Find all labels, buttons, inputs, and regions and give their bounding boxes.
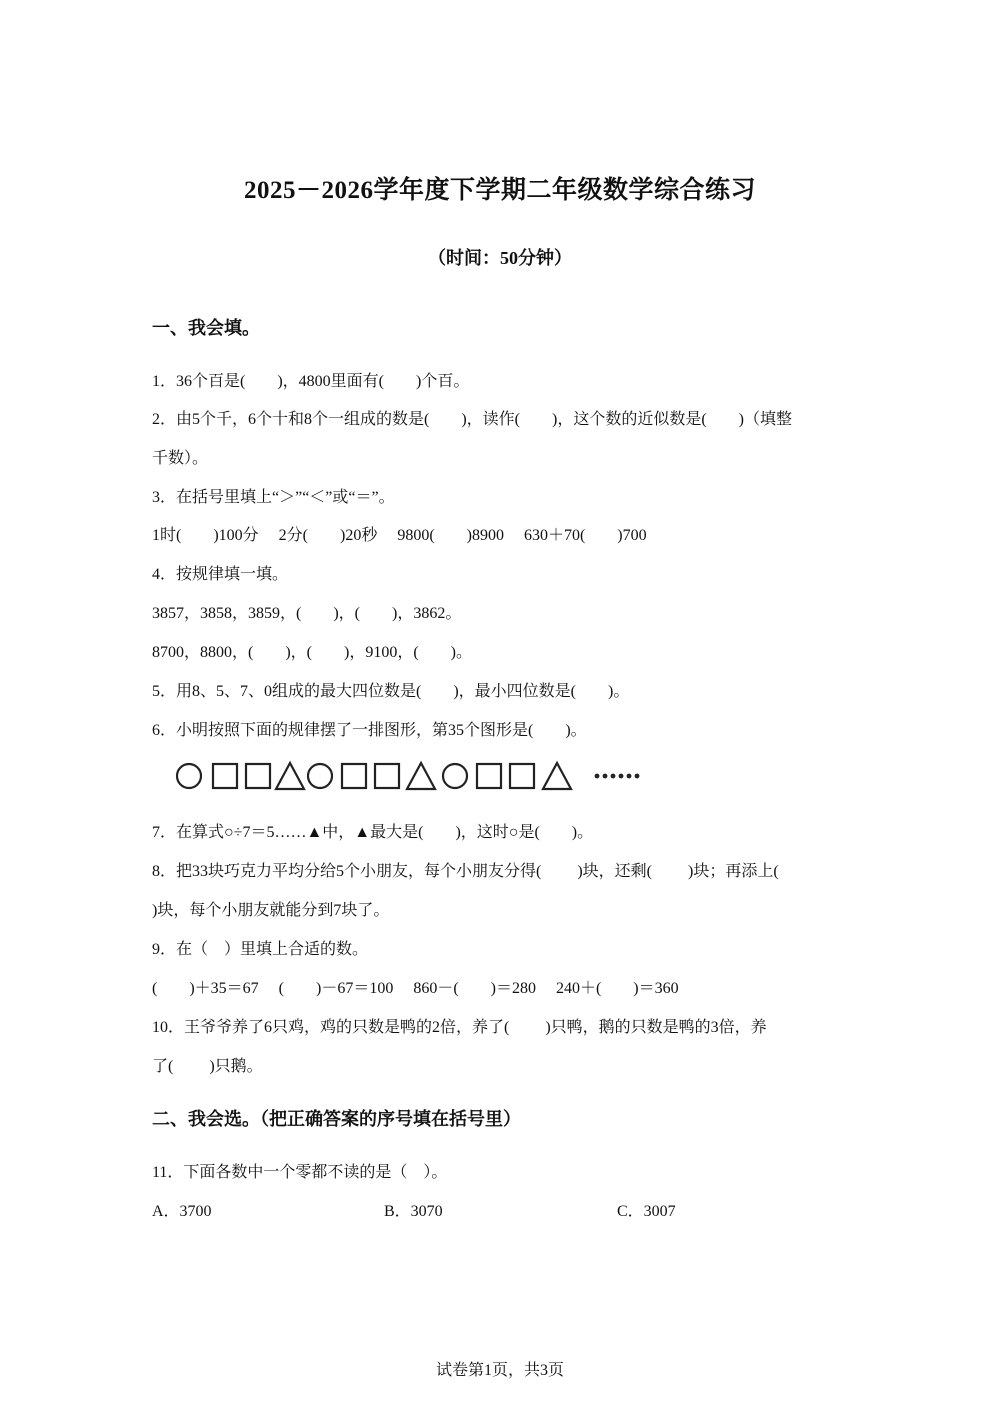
ellipsis-dots bbox=[595, 774, 640, 779]
question-line: 4．按规律填一填。 bbox=[152, 566, 289, 583]
square-shape bbox=[477, 764, 501, 788]
circle-shape bbox=[308, 764, 332, 788]
square-shape bbox=[246, 764, 270, 788]
question-line: 了( )只鹅。 bbox=[152, 1058, 263, 1075]
triangle-shape bbox=[543, 763, 571, 789]
question-line: 9．在（ ）里填上合适的数。 bbox=[152, 941, 369, 958]
page-title: 2025－2026学年度下学期二年级数学综合练习 bbox=[243, 177, 756, 204]
circle-shape bbox=[177, 764, 201, 788]
question-line: ( )＋35＝67 ( )－67＝100 860－( )＝280 240＋( )＝360 bbox=[152, 980, 679, 997]
circle-shape bbox=[443, 764, 467, 788]
question-line: 8．把33块巧克力平均分给5个小朋友，每个小朋友分得( )块，还剩( )块；再添上( bbox=[152, 863, 779, 880]
square-shape bbox=[213, 764, 237, 788]
square-shape bbox=[375, 764, 399, 788]
time-limit: （时间：50分钟） bbox=[428, 248, 572, 268]
triangle-shape bbox=[276, 763, 304, 789]
square-shape bbox=[342, 764, 366, 788]
option-b: B．3070 bbox=[384, 1203, 443, 1220]
question-line: 8700，8800，( )，( )，9100，( )。 bbox=[152, 644, 472, 661]
square-shape bbox=[510, 764, 534, 788]
triangle-shape bbox=[407, 763, 435, 789]
question-line: 10．王爷爷养了6只鸡，鸡的只数是鸭的2倍，养了( )只鸭，鹅的只数是鸭的3倍，养 bbox=[152, 1019, 767, 1036]
question-line: 5．用8、5、7、0组成的最大四位数是( )，最小四位数是( )。 bbox=[152, 683, 630, 700]
question-line: )块，每个小朋友就能分到7块了。 bbox=[152, 902, 390, 919]
option-c: C．3007 bbox=[617, 1203, 676, 1220]
question-line: 6．小明按照下面的规律摆了一排图形，第35个图形是( )。 bbox=[152, 722, 587, 739]
page-footer: 试卷第1页，共3页 bbox=[435, 1362, 564, 1379]
question-line: 1时( )100分 2分( )20秒 9800( )8900 630＋70( )700 bbox=[152, 527, 647, 544]
shape-pattern bbox=[170, 756, 660, 796]
question-line: 2．由5个千，6个十和8个一组成的数是( )，读作( )，这个数的近似数是( )（填整 bbox=[152, 411, 792, 428]
question-line: 3．在括号里填上“＞”“＜”或“＝”。 bbox=[152, 489, 395, 506]
question-line: 11．下面各数中一个零都不读的是（ ）。 bbox=[152, 1164, 448, 1181]
question-line: 7．在算式○÷7＝5……▲中，▲最大是( )，这时○是( )。 bbox=[152, 824, 594, 841]
shape-pattern-svg bbox=[170, 756, 660, 796]
question-line: 3857，3858，3859，( )，( )，3862。 bbox=[152, 605, 462, 622]
section-heading-fill: 一、我会填。 bbox=[152, 318, 260, 339]
question-line: 千数）。 bbox=[152, 450, 209, 467]
section-heading-choice: 二、我会选。（把正确答案的序号填在括号里） bbox=[152, 1109, 521, 1130]
question-line: 1．36个百是( )，4800里面有( )个百。 bbox=[152, 373, 470, 390]
option-a: A．3700 bbox=[152, 1203, 212, 1220]
